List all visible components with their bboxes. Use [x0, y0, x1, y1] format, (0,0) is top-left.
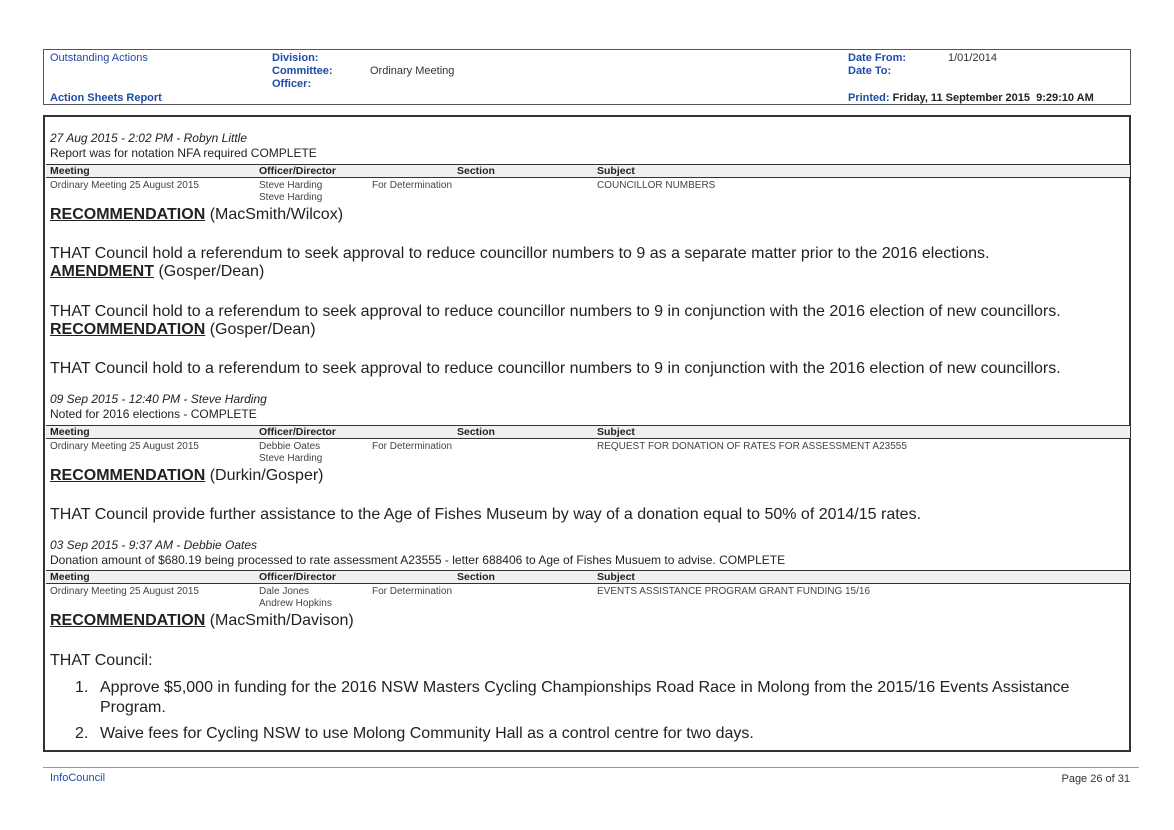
log-header: 09 Sep 2015 - 12:40 PM - Steve Harding	[50, 392, 267, 406]
section-cell: For Determination	[372, 180, 453, 191]
footer-divider	[43, 767, 1139, 768]
meeting-cell: Ordinary Meeting 25 August 2015	[50, 441, 199, 452]
col-section: Section	[457, 165, 495, 177]
subject-cell: EVENTS ASSISTANCE PROGRAM GRANT FUNDING 15/16	[597, 586, 871, 597]
committee-value: Ordinary Meeting	[370, 65, 455, 77]
col-officer: Officer/Director	[259, 165, 337, 177]
col-subject: Subject	[597, 426, 635, 438]
subject-cell: REQUEST FOR DONATION OF RATES FOR ASSESSMENT A23555	[597, 441, 907, 452]
col-officer: Officer/Director	[259, 426, 337, 438]
amendment-heading: AMENDMENT (Gosper/Dean)	[50, 263, 265, 280]
col-subject: Subject	[597, 571, 635, 583]
section-cell: For Determination	[372, 586, 453, 597]
amendment-text: THAT Council hold to a referendum to seek approval to reduce councillor numbers to 9 in conjunction with the 2016 election of new councillors.	[50, 303, 1061, 320]
col-section: Section	[457, 571, 495, 583]
list-item-text: Waive fees for Cycling NSW to use Molong Community Hall as a control centre for two days.	[100, 725, 754, 742]
director-cell: Steve Harding	[259, 192, 323, 203]
col-subject: Subject	[597, 165, 635, 177]
page-number: Page 26 of 31	[1061, 773, 1130, 785]
list-item	[100, 678, 1128, 718]
footer-brand: InfoCouncil	[50, 772, 106, 784]
list-item-text: Approve $5,000 in funding for the 2016 NSW Masters Cycling Championships Road Race in Molong from the 2015/16 Events Assistance	[100, 679, 1070, 696]
date-from-value: 1/01/2014	[948, 52, 997, 64]
recommendation-text: THAT Council hold to a referendum to seek approval to reduce councillor numbers to 9 in conjunction with the 2016 election of new councillors.	[50, 360, 1061, 377]
director-cell: Steve Harding	[259, 453, 323, 464]
printed-label: Printed:	[848, 92, 890, 104]
date-to-label: Date To:	[848, 65, 892, 77]
log-header: 27 Aug 2015 - 2:02 PM - Robyn Little	[50, 131, 248, 145]
list-item-text: Program.	[100, 699, 166, 716]
recommendation-heading: RECOMMENDATION (MacSmith/Wilcox)	[50, 206, 344, 223]
committee-label: Committee:	[272, 65, 333, 77]
table-header	[46, 570, 1130, 584]
col-meeting: Meeting	[50, 165, 90, 177]
table-header	[46, 425, 1130, 439]
report-type: Action Sheets Report	[50, 92, 162, 104]
recommendation-heading: RECOMMENDATION (Durkin/Gosper)	[50, 467, 324, 484]
date-from-label: Date From:	[848, 52, 907, 64]
officer-cell: Dale Jones	[259, 586, 310, 597]
recommendation-text: THAT Council:	[50, 652, 153, 669]
table-header	[46, 164, 1130, 178]
log-header: 03 Sep 2015 - 9:37 AM - Debbie Oates	[50, 538, 258, 552]
recommendation-heading: RECOMMENDATION (Gosper/Dean)	[50, 321, 316, 338]
section-cell: For Determination	[372, 441, 453, 452]
col-meeting: Meeting	[50, 571, 90, 583]
officer-label: Officer:	[272, 78, 312, 90]
recommendation-heading: RECOMMENDATION (MacSmith/Davison)	[50, 612, 354, 629]
recommendation-text: THAT Council hold a referendum to seek approval to reduce councillor numbers to 9 as a separate matter prior to the 2016 elections.	[50, 245, 990, 262]
list-item-number: 2.	[75, 725, 89, 742]
printed-line	[848, 92, 1094, 105]
report-name: Outstanding Actions	[50, 52, 148, 64]
list-item-number: 1.	[75, 679, 89, 696]
meeting-cell: Ordinary Meeting 25 August 2015	[50, 586, 199, 597]
meeting-cell: Ordinary Meeting 25 August 2015	[50, 180, 199, 191]
log-text: Noted for 2016 elections - COMPLETE	[50, 407, 257, 421]
log-text: Donation amount of $680.19 being processed to rate assessment A23555 - letter 688406 to Age of Fishes Musuem to advise. COMPLETE	[50, 553, 786, 567]
officer-cell: Debbie Oates	[259, 441, 321, 452]
printed-value: Friday, 11 September 2015 9:29:10 AM	[892, 92, 1094, 104]
director-cell: Andrew Hopkins	[259, 598, 332, 609]
col-section: Section	[457, 426, 495, 438]
division-label: Division:	[272, 52, 319, 64]
col-officer: Officer/Director	[259, 571, 337, 583]
recommendation-text: THAT Council provide further assistance to the Age of Fishes Museum by way of a donation equal to 50% of 2014/15 rates.	[50, 506, 922, 523]
subject-cell: COUNCILLOR NUMBERS	[597, 180, 716, 191]
col-meeting: Meeting	[50, 426, 90, 438]
log-text: Report was for notation NFA required COMPLETE	[50, 146, 317, 160]
officer-cell: Steve Harding	[259, 180, 323, 191]
